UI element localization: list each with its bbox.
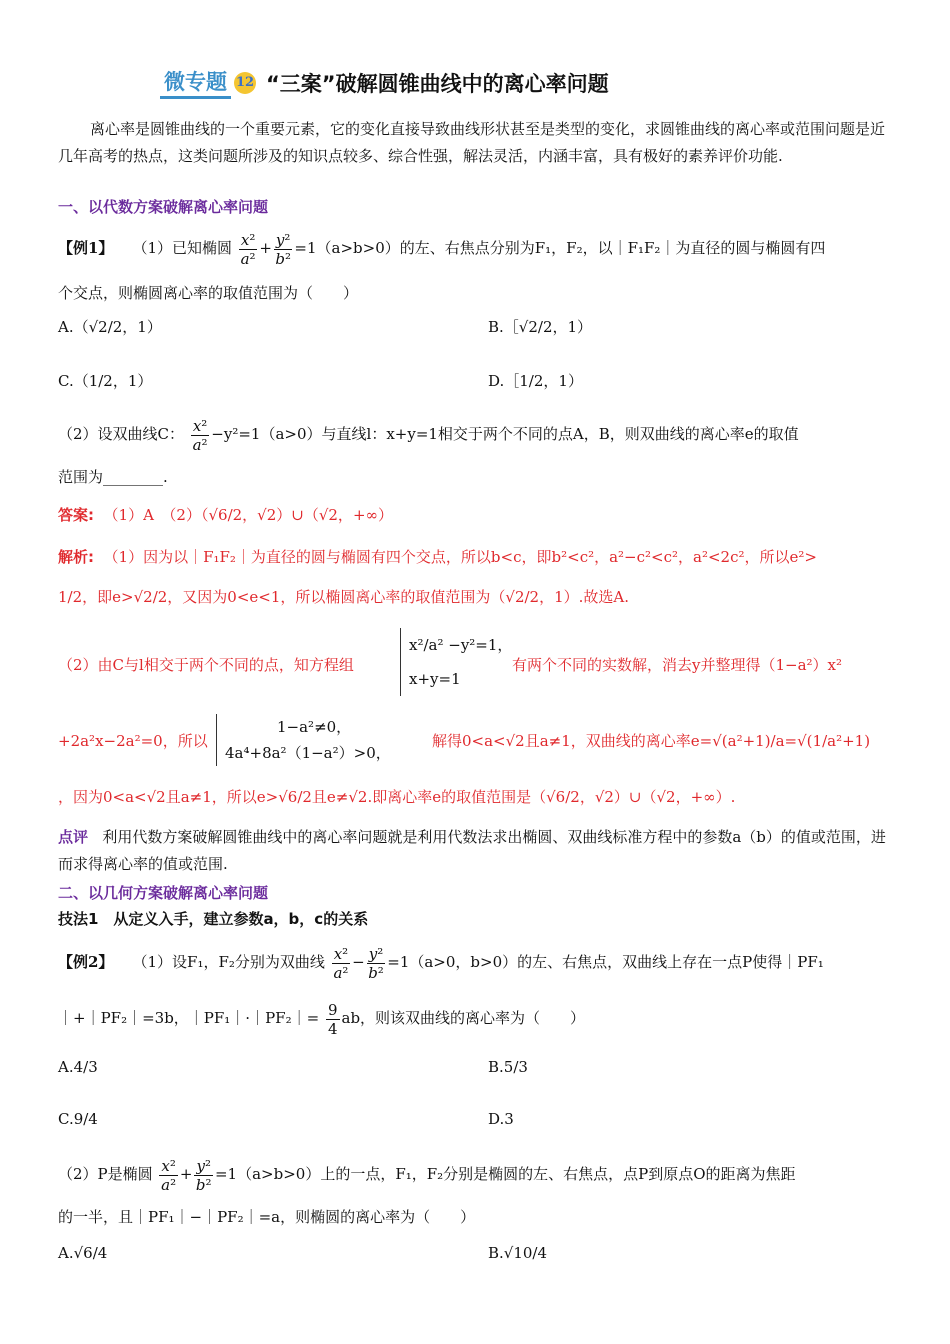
intro-paragraph: 离心率是圆锥曲线的一个重要元素，它的变化直接导致曲线形状甚至是类型的变化，求圆锥曲线的离心率或范围问题是近几年高考的热点，这类问题所涉及的知识点较多、综合性强，解法灵活，内涵丰富，具有极好的素养评价功能.	[58, 120, 886, 165]
ex2-q1: 【例2】 （1）设F₁，F₂分别为双曲线 $\frac{\text{x²}}{\text{a²}}$ − $\frac{\text{y²}}{\text{b²}}$ =1（a>0，b>0）的左、右焦点，双曲线上存在一点P使得｜PF₁	[58, 944, 824, 982]
ex1-q2	[58, 412, 894, 456]
nine-quarters-fraction: $\frac{9}{4}$	[327, 1000, 338, 1038]
page-title: “三案”破解圆锥曲线中的离心率问题	[266, 71, 609, 96]
ex1-option-d: D.［1/2，1）	[488, 372, 583, 390]
comment1	[58, 824, 894, 878]
ex2-label: 【例2】	[58, 953, 114, 971]
ex2-q2: （2）P是椭圆 $\frac{\text{x²}}{\text{a²}}$ + $\frac{\text{y²}}{\text{b²}}$ =1（a>b>0）上的一点，F₁，F₂分别是椭圆的左、右焦点，点P到原点O的距离为焦距	[58, 1156, 796, 1194]
system1-eq2: x+y=1	[409, 670, 461, 688]
title-row	[160, 66, 609, 99]
equation-system-1	[400, 628, 512, 696]
topic-number-badge: 12	[234, 72, 256, 94]
ex1-q1-a: （1）已知椭圆	[132, 239, 233, 257]
ex1-label: 【例1】	[58, 239, 114, 257]
answer-text: （1）A （2）（√6/2，√2）∪（√2，+∞）	[103, 506, 394, 524]
ellipse-fraction-x: $\frac{\text{x²}}{\text{a²}}$	[240, 230, 256, 268]
system2-eq1: 1−a²≠0，	[277, 718, 352, 736]
ex1-q2-a: （2）设双曲线C：	[58, 425, 185, 443]
answer-label: 答案:	[58, 506, 94, 524]
ex1-q1: 【例1】 （1）已知椭圆 $\frac{\text{x²}}{\text{a²}}$ + $\frac{\text{y²}}{\text{b²}}$ =1（a>b>0）的左、右焦点分别为F₁，F₂，以｜F₁F₂｜为直径的圆与椭圆有四	[58, 230, 826, 268]
section2-heading: 二、以几何方案破解离心率问题	[58, 884, 269, 902]
ex2-q1-line2	[58, 996, 585, 1040]
ellipse2-fraction-x: $\frac{\text{x²}}{\text{a²}}$	[161, 1156, 177, 1194]
hyperbola2-fraction-y: $\frac{\text{y²}}{\text{b²}}$	[368, 944, 384, 982]
ex1-q1-c: 个交点，则椭圆离心率的取值范围为（ ）	[58, 284, 359, 302]
analysis1-l3a: （2）由C与l相交于两个不同的点，知方程组	[58, 656, 354, 674]
ex2-option-c: C.9/4	[58, 1110, 98, 1128]
system1-eq1: x²/a² −y²=1，	[409, 636, 513, 654]
technique1-heading: 技法1 从定义入手，建立参数a，b，c的关系	[58, 910, 369, 928]
ex1-q2-c: 范围为________.	[58, 468, 168, 486]
analysis1-l4b: 解得0<a<√2且a≠1，双曲线的离心率e=√(a²+1)/a=√(1/a²+1)	[432, 732, 871, 750]
analysis1-l5: ，因为0<a<√2且a≠1，所以e>√6/2且e≠√2.即离心率e的取值范围是（√6/2，√2）∪（√2，+∞）.	[58, 788, 736, 806]
ex2-option-a: A.4/3	[58, 1058, 98, 1076]
system2-eq2: 4a⁴+8a²（1−a²）>0，	[225, 744, 391, 762]
analysis1-l1: （1）因为以｜F₁F₂｜为直径的圆与椭圆有四个交点，所以b<c，即b²<c²，a²−c²<c²，a²<2c²，所以e²>	[103, 548, 817, 566]
ex2-option-b: B.5/3	[488, 1058, 528, 1076]
equation-system-2	[216, 714, 391, 766]
ex2-option-d: D.3	[488, 1110, 514, 1128]
answer1	[58, 502, 393, 529]
hyperbola2-fraction-x: $\frac{\text{x²}}{\text{a²}}$	[333, 944, 349, 982]
ex1-q2-b: −y²=1（a>0）与直线l：x+y=1相交于两个不同的点A，B，则双曲线的离心率e的取值	[211, 425, 799, 443]
ex1-option-c: C.（1/2，1）	[58, 372, 153, 390]
ex2-q2-a: （2）P是椭圆	[58, 1165, 153, 1183]
analysis-label: 解析:	[58, 548, 94, 566]
ex2-q1-d: ab，则该双曲线的离心率为（ ）	[341, 1009, 586, 1027]
ellipse-fraction-y: $\frac{\text{y²}}{\text{b²}}$	[275, 230, 291, 268]
ex2-q2-b: =1（a>b>0）上的一点，F₁，F₂分别是椭圆的左、右焦点，点P到原点O的距离为焦距	[214, 1165, 796, 1183]
ellipse2-fraction-y: $\frac{\text{y²}}{\text{b²}}$	[195, 1156, 212, 1194]
analysis1-l4a: +2a²x−2a²=0，所以	[58, 732, 208, 750]
comment-label: 点评	[58, 828, 89, 846]
comment-text: 利用代数方案破解圆锥曲线中的离心率问题就是利用代数法求出椭圆、双曲线标准方程中的参数a（b）的值或范围，进而求得离心率的值或范围.	[58, 828, 886, 873]
analysis1-l3b: 有两个不同的实数解，消去y并整理得（1−a²）x²	[512, 656, 843, 674]
ex1-option-b: B.［√2/2，1）	[488, 318, 593, 336]
ex1-option-a: A.（√2/2，1）	[58, 318, 162, 336]
section1-heading: 一、以代数方案破解离心率问题	[58, 198, 269, 216]
ex2-q1-a: （1）设F₁，F₂分别为双曲线	[132, 953, 325, 971]
analysis1-line1	[58, 544, 894, 571]
hyperbola-fraction: $\frac{\text{x²}}{\text{a²}}$	[192, 416, 208, 454]
analysis1-l2: 1/2，即e>√2/2，又因为0<e<1，所以椭圆离心率的取值范围为（√2/2，1）.故选A.	[58, 588, 629, 606]
ex2-q2-option-a: A.√6/4	[58, 1244, 108, 1262]
ex2-q1-c: ｜+｜PF₂｜=3b，｜PF₁｜·｜PF₂｜=	[58, 1009, 320, 1027]
ex1-q1-b: =1（a>b>0）的左、右焦点分别为F₁，F₂，以｜F₁F₂｜为直径的圆与椭圆有四	[294, 239, 826, 257]
ex2-q2-option-b: B.√10/4	[488, 1244, 548, 1262]
topic-badge: 微专题	[160, 66, 231, 99]
ex2-q2-c: 的一半，且｜PF₁｜−｜PF₂｜=a，则椭圆的离心率为（ ）	[58, 1208, 476, 1226]
ex2-q1-b: =1（a>0，b>0）的左、右焦点，双曲线上存在一点P使得｜PF₁	[387, 953, 824, 971]
